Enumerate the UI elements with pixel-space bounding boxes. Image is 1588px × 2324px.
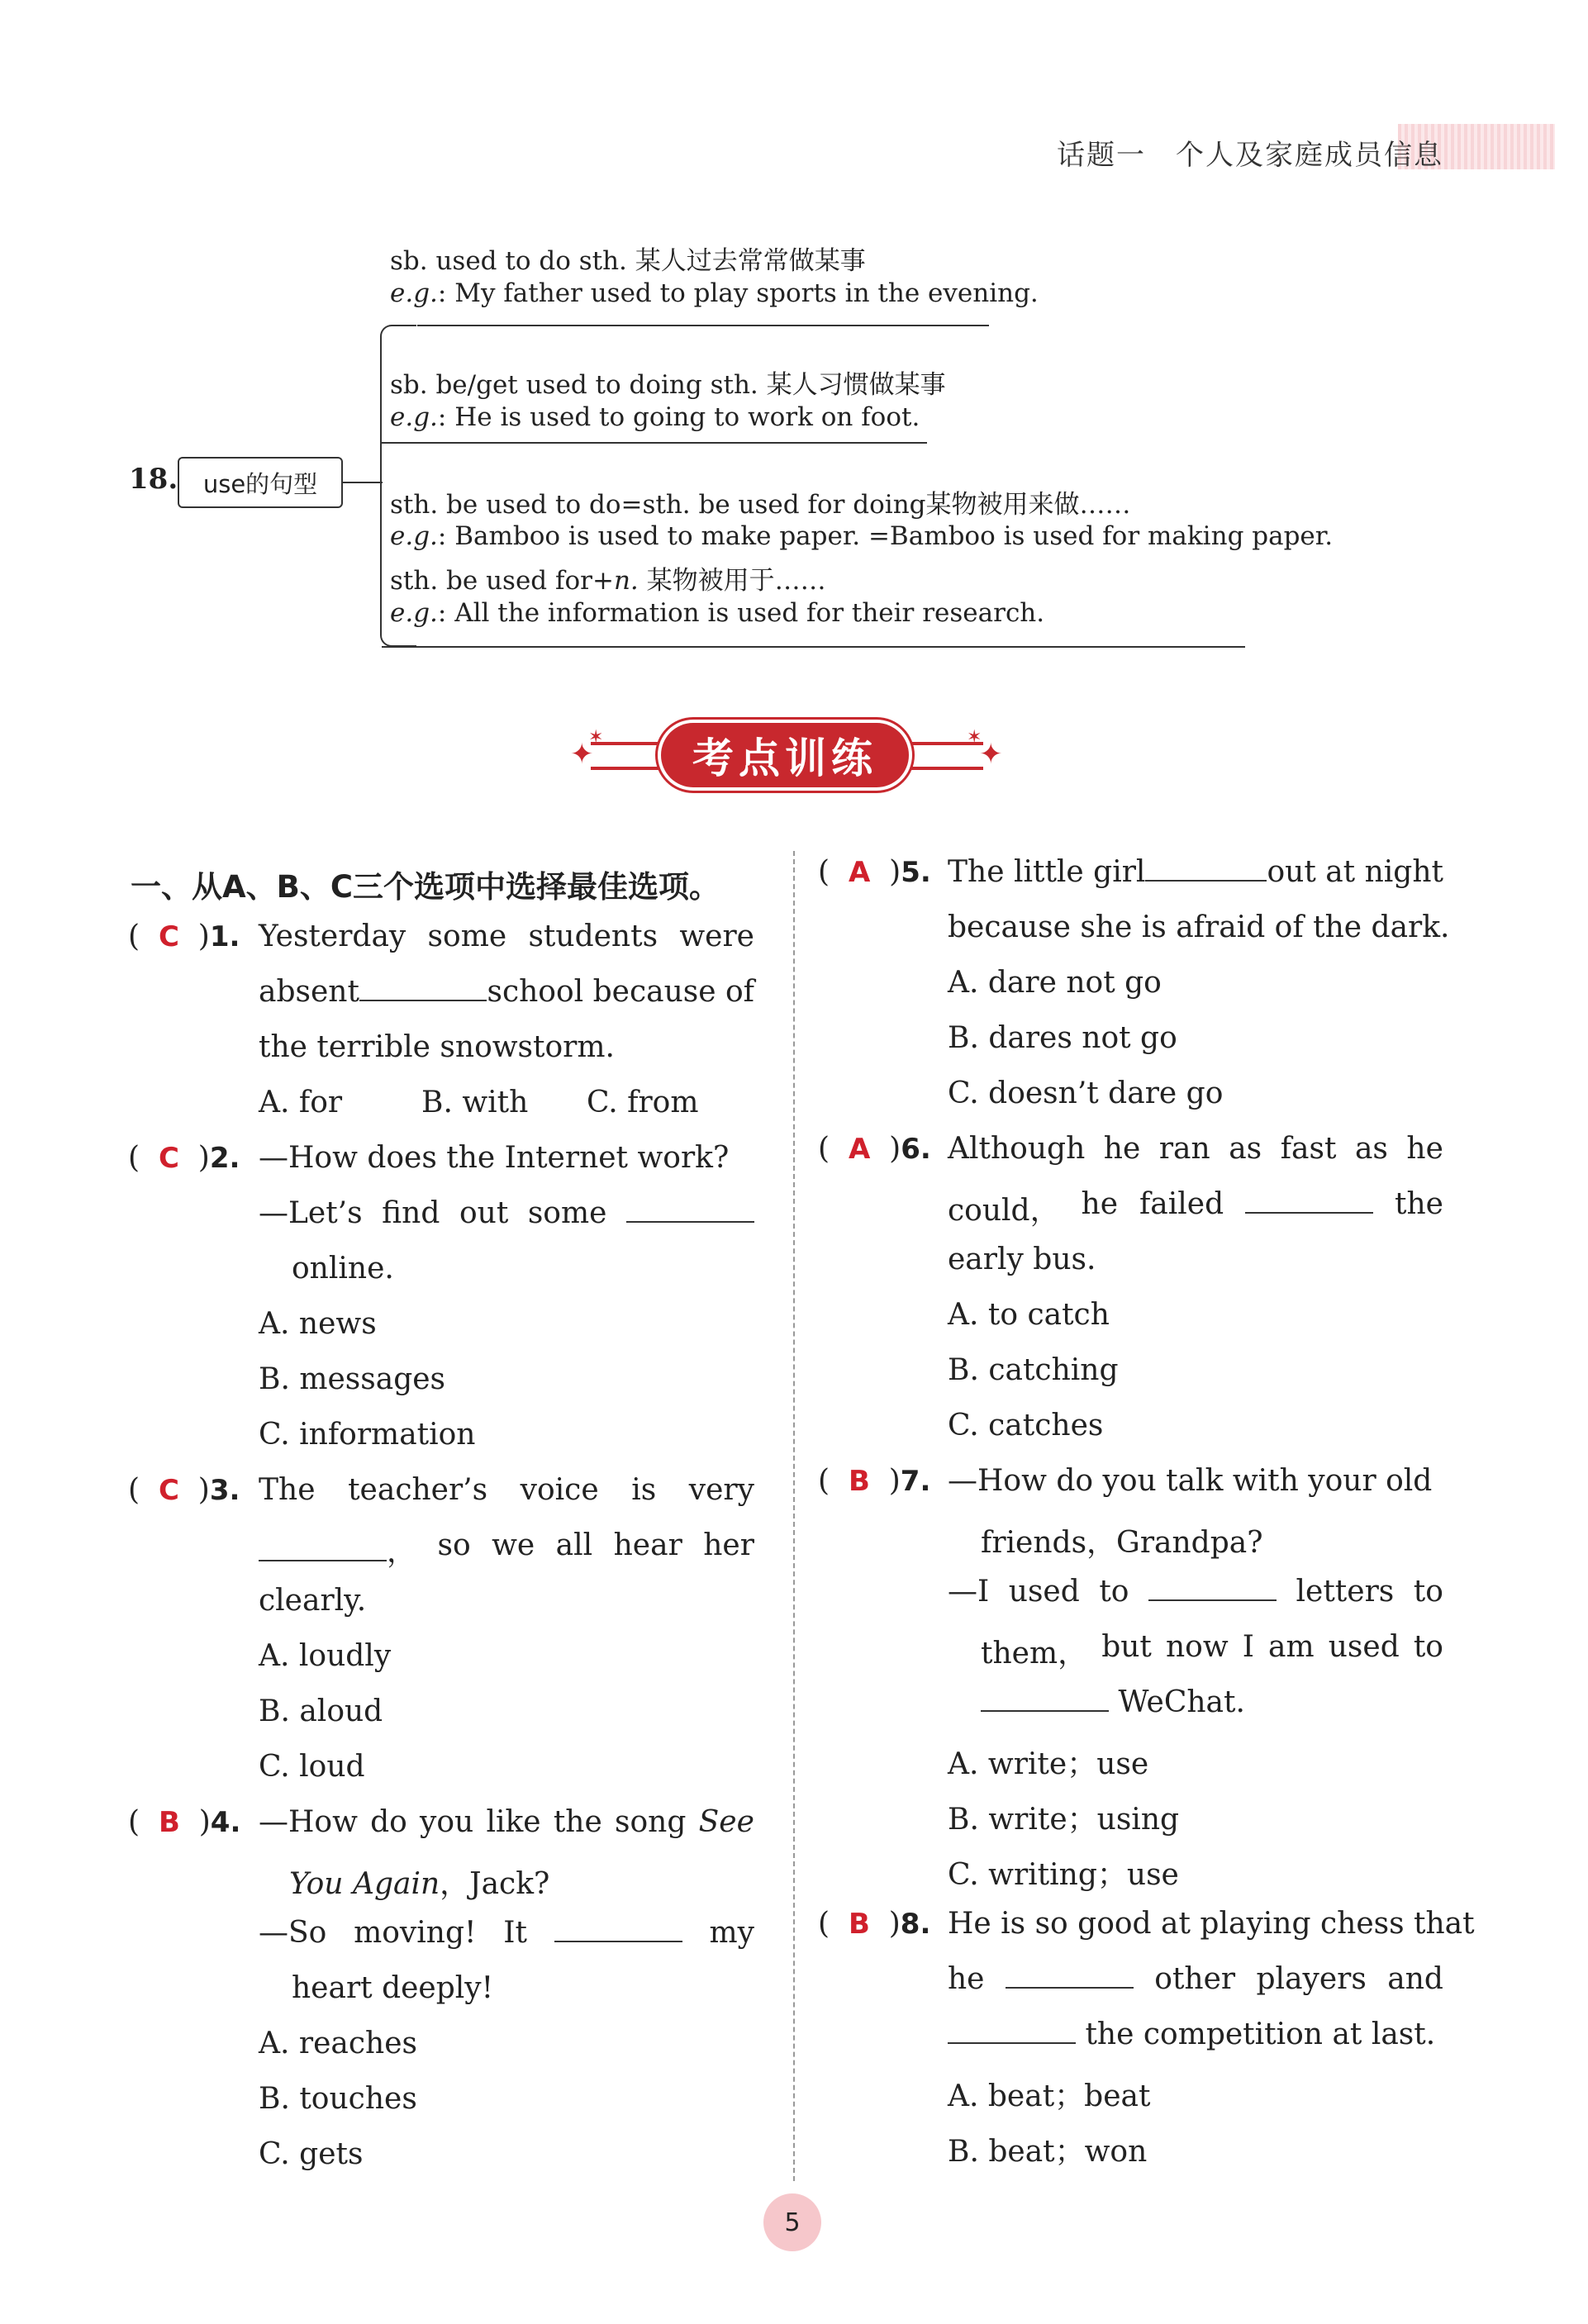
- q6-option-b: B. catching: [948, 1353, 1119, 1387]
- q6-line1: Although he ran as fast as he: [948, 1132, 1443, 1166]
- banner-line-left: [591, 767, 665, 770]
- q4-line1: —How do you like the song See: [259, 1805, 754, 1839]
- branch3-example2: e.g.: All the information is used for their research.: [390, 598, 1045, 628]
- q5-line2: because she is afraid of the dark.: [948, 910, 1450, 944]
- star-icon: ✦: [979, 738, 1003, 771]
- q4-number: 4.: [210, 1806, 241, 1839]
- q7-line3: —I used to letters to: [948, 1575, 1443, 1609]
- q3-option-a: A. loudly: [259, 1639, 392, 1673]
- q2-answer: C: [158, 1142, 179, 1175]
- q2-line1: —How does the Internet work?: [259, 1141, 730, 1175]
- q7-option-c: C. writing；use: [948, 1858, 1179, 1892]
- q6-option-c: C. catches: [948, 1409, 1104, 1442]
- q7-line4: them， but now I am used to: [981, 1630, 1443, 1671]
- q8-option-b: B. beat；won: [948, 2135, 1148, 2169]
- q4-option-c: C. gets: [259, 2137, 364, 2171]
- q2-option-a: A. news: [259, 1307, 377, 1341]
- branch1-rule: sb. used to do sth. 某人过去常常做某事: [390, 246, 866, 276]
- answer-blank: [554, 1916, 682, 1942]
- item-number-18: 18.: [129, 463, 178, 496]
- q1-option-a: A. for: [259, 1086, 343, 1119]
- q2-option-b: B. messages: [259, 1362, 446, 1396]
- eg-label: e.g.: [390, 598, 438, 628]
- q2-answer-paren: ( C )2.: [128, 1141, 240, 1175]
- q1-number: 1.: [209, 920, 240, 953]
- eg-label: e.g.: [390, 402, 438, 432]
- q8-answer: B: [848, 1908, 870, 1941]
- q6-number: 6.: [901, 1133, 931, 1166]
- q3-line1: The teacher’s voice is very: [259, 1473, 754, 1507]
- q7-answer-paren: ( B )7.: [818, 1464, 931, 1498]
- answer-blank: [948, 2017, 1076, 2044]
- banner-title: 考点训练: [661, 723, 909, 787]
- answer-blank: [1006, 1962, 1134, 1989]
- q1-line2: absent school because of: [259, 975, 754, 1009]
- page-number: 5: [763, 2193, 821, 2251]
- answer-blank: [981, 1685, 1109, 1712]
- answer-blank: [1148, 1575, 1277, 1601]
- branch1-example: e.g.: My father used to play sports in the evening.: [390, 278, 1039, 308]
- q5-line1: The little girl out at night: [948, 855, 1443, 889]
- section-title: 一、从A、B、C三个选项中选择最佳选项。: [131, 869, 720, 905]
- use-pattern-label: use的句型: [202, 469, 318, 498]
- q1-line3: the terrible snowstorm.: [259, 1030, 615, 1064]
- answer-blank: [1245, 1187, 1373, 1214]
- q8-line1: He is so good at playing chess that: [948, 1907, 1475, 1941]
- q8-answer-paren: ( B )8.: [818, 1907, 931, 1941]
- q4-option-b: B. touches: [259, 2082, 417, 2116]
- q8-number: 8.: [900, 1908, 931, 1941]
- star-icon: ✶: [967, 727, 982, 748]
- banner-line-right: [909, 767, 983, 770]
- q4-line4: heart deeply!: [292, 1971, 494, 2005]
- q6-answer: A: [848, 1133, 871, 1166]
- use-pattern-box: [178, 457, 343, 508]
- connector-line: [343, 482, 383, 483]
- branch1-rule-line: [417, 325, 989, 326]
- q2-line3: online.: [292, 1252, 394, 1286]
- q3-number: 3.: [209, 1474, 240, 1507]
- q3-option-b: B. aloud: [259, 1694, 383, 1728]
- q7-line2: friends，Grandpa?: [981, 1526, 1263, 1560]
- answer-blank: [259, 1535, 387, 1561]
- q1-option-c: C. from: [587, 1086, 699, 1119]
- q4-answer: B: [158, 1806, 180, 1839]
- branch2-rule-line: [382, 442, 927, 444]
- q1-line1: Yesterday some students were: [259, 920, 754, 953]
- branch3-rule2: sth. be used for+n. 某物被用于……: [390, 566, 826, 596]
- q3-line2: ， so we all hear her: [259, 1528, 754, 1571]
- q7-line1: —How do you talk with your old: [948, 1464, 1433, 1498]
- eg-label: e.g.: [390, 521, 438, 551]
- eg-label: e.g.: [390, 278, 438, 308]
- answer-blank: [1145, 855, 1267, 882]
- q4-line2: You Again，Jack?: [289, 1867, 550, 1901]
- q6-answer-paren: ( A )6.: [818, 1132, 931, 1166]
- q5-answer-paren: ( A )5.: [818, 855, 931, 889]
- q2-line2: —Let’s find out some: [259, 1196, 754, 1230]
- q7-option-b: B. write；using: [948, 1803, 1180, 1837]
- q5-option-c: C. doesn’t dare go: [948, 1076, 1224, 1110]
- q7-number: 7.: [900, 1465, 931, 1498]
- answer-blank: [359, 975, 487, 1001]
- branch3-example1: e.g.: Bamboo is used to make paper. =Bamboo is used for making paper.: [390, 521, 1334, 551]
- q3-answer-paren: ( C )3.: [128, 1473, 240, 1507]
- q1-answer-paren: ( C )1.: [128, 920, 240, 953]
- q4-option-a: A. reaches: [259, 2027, 417, 2060]
- q6-option-a: A. to catch: [948, 1298, 1110, 1332]
- q7-line5: WeChat.: [981, 1685, 1245, 1719]
- q8-line3: the competition at last.: [948, 2017, 1435, 2051]
- star-icon: ✶: [588, 727, 604, 748]
- q5-number: 5.: [901, 856, 931, 889]
- branch3-rule1: sth. be used to do=sth. be used for doing某物被用来做……: [390, 490, 1131, 520]
- q7-option-a: A. write；use: [948, 1747, 1149, 1781]
- q4-line3: —So moving! It my: [259, 1916, 754, 1950]
- q1-option-b: B. with: [421, 1086, 529, 1119]
- q3-option-c: C. loud: [259, 1750, 365, 1784]
- q1-answer: C: [158, 920, 179, 953]
- q3-answer: C: [158, 1474, 179, 1507]
- column-divider: [793, 851, 795, 2181]
- q5-option-a: A. dare not go: [948, 966, 1162, 1000]
- q6-line2: could， he failed the: [948, 1187, 1443, 1228]
- page-header-title: 话题一 个人及家庭成员信息: [1057, 139, 1443, 172]
- q8-line2: he other players and: [948, 1962, 1443, 1996]
- star-icon: ✦: [570, 738, 594, 771]
- q6-line3: early bus.: [948, 1243, 1096, 1276]
- branch2-example: e.g.: He is used to going to work on foot.: [390, 402, 920, 432]
- q4-answer-paren: ( B )4.: [128, 1805, 241, 1839]
- q3-line3: clearly.: [259, 1584, 367, 1618]
- q7-answer: B: [848, 1465, 870, 1498]
- answer-blank: [626, 1196, 754, 1223]
- q5-answer: A: [848, 856, 871, 889]
- branch3-rule-line: [382, 646, 1245, 648]
- q2-number: 2.: [209, 1142, 240, 1175]
- q5-option-b: B. dares not go: [948, 1021, 1177, 1055]
- q2-option-c: C. information: [259, 1418, 476, 1452]
- song-title: You Again: [289, 1867, 440, 1901]
- branch2-rule: sb. be/get used to doing sth. 某人习惯做某事: [390, 370, 946, 400]
- q8-option-a: A. beat；beat: [948, 2079, 1151, 2113]
